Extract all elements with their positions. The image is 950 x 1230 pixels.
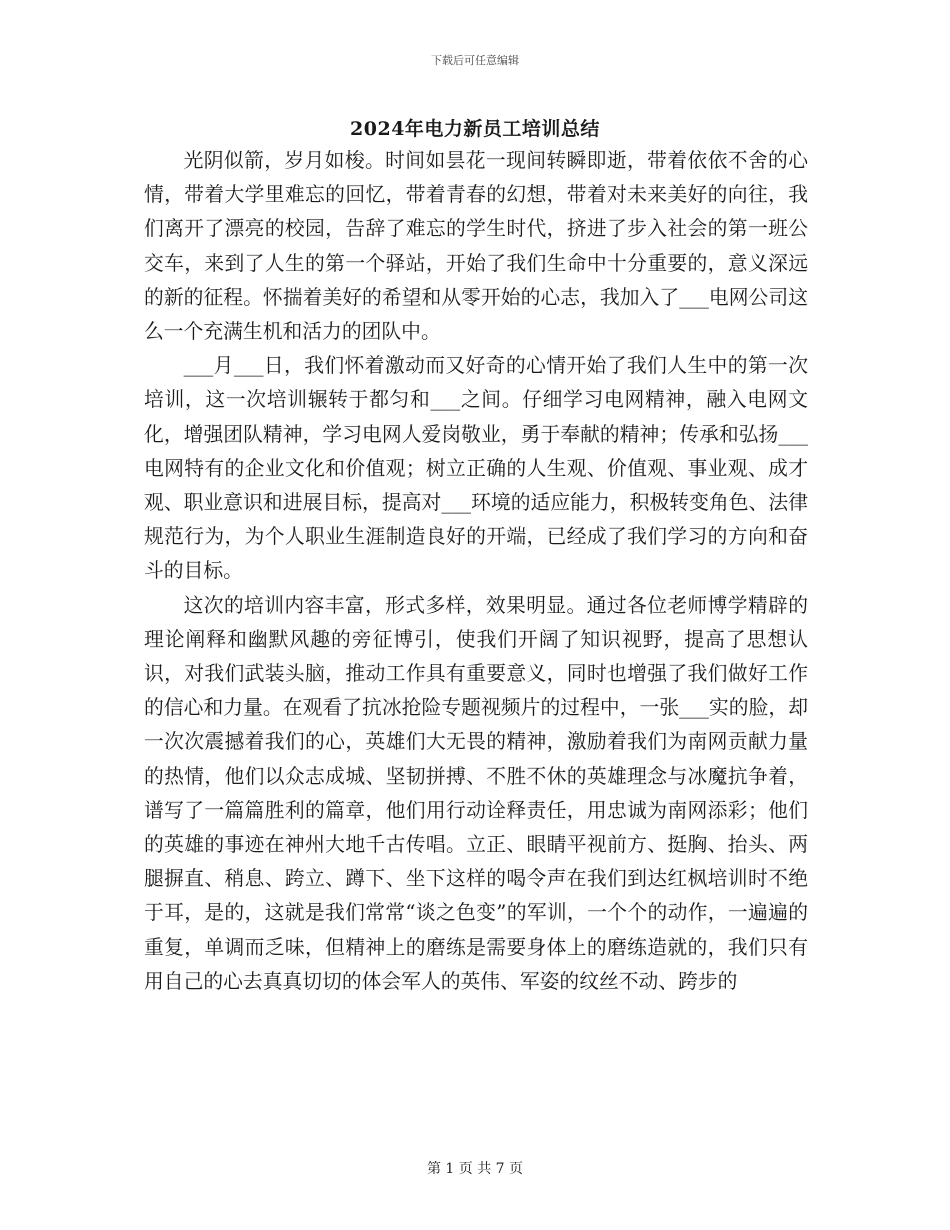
- paragraph-2: ___月___日，我们怀着激动而又好奇的心情开始了我们人生中的第一次培训，这一次培训辗转于都匀和___之间。仔细学习电网精神，融入电网文化，增强团队精神，学习电网人爱岗敬业，勇于奉献的精神；传承和弘扬___电网特有的企业文化和价值观；树立正确的人生观、价值观、事业观、成才观、职业意识和进展目标，提高对___环境的适应能力，积极转变角色、法律规范行为，为个人职业生涯制造良好的开端，已经成了我们学习的方向和奋斗的目标。: [144, 354, 808, 583]
- header-note: 下载后可任意编辑: [431, 54, 519, 67]
- document-body: [144, 144, 808, 999]
- paragraph-1: 光阴似箭，岁月如梭。时间如昙花一现间转瞬即逝，带着依依不舍的心情，带着大学里难忘的回忆，带着青春的幻想，带着对未来美好的向往，我们离开了漂亮的校园，告辞了难忘的学生时代，挤进了步入社会的第一班公交车，来到了人生的第一个驿站，开始了我们生命中十分重要的，意义深远的新的征程。怀揣着美好的希望和从零开始的心志，我加入了___电网公司这么一个充满生机和活力的团队中。: [144, 149, 808, 344]
- document-title: 2024年电力新员工培训总结: [350, 118, 600, 140]
- paragraph-3: 这次的培训内容丰富，形式多样，效果明显。通过各位老师博学精辟的理论阐释和幽默风趣的旁征博引，使我们开阔了知识视野，提高了思想认识，对我们武装头脑，推动工作具有重要意义，同时也增强了我们做好工作的信心和力量。在观看了抗冰抢险专题视频片的过程中，一张___实的脸，却一次次震撼着我们的心，英雄们大无畏的精神，激励着我们为南网贡献力量的热情，他们以众志成城、坚韧拼搏、不胜不休的英雄理念与冰魔抗争着，谱写了一篇篇胜利的篇章，他们用行动诠释责任，用忠诚为南网添彩；他们的英雄的事迹在神州大地千古传唱。立正、眼睛平视前方、挺胸、抬头、两腿摒直、稍息、跨立、蹲下、坐下这样的喝令声在我们到达红枫培训时不绝于耳，是的，这就是我们常常“谈之色变”的军训，一个个的动作，一遍遍的重复，单调而乏味，但精神上的磨练是需要身体上的磨练造就的，我们只有用自己的心去真真切切的体会军人的英伟、军姿的纹丝不动、跨步的: [144, 593, 808, 993]
- page-number: 第 1 页 共 7 页: [426, 1161, 524, 1177]
